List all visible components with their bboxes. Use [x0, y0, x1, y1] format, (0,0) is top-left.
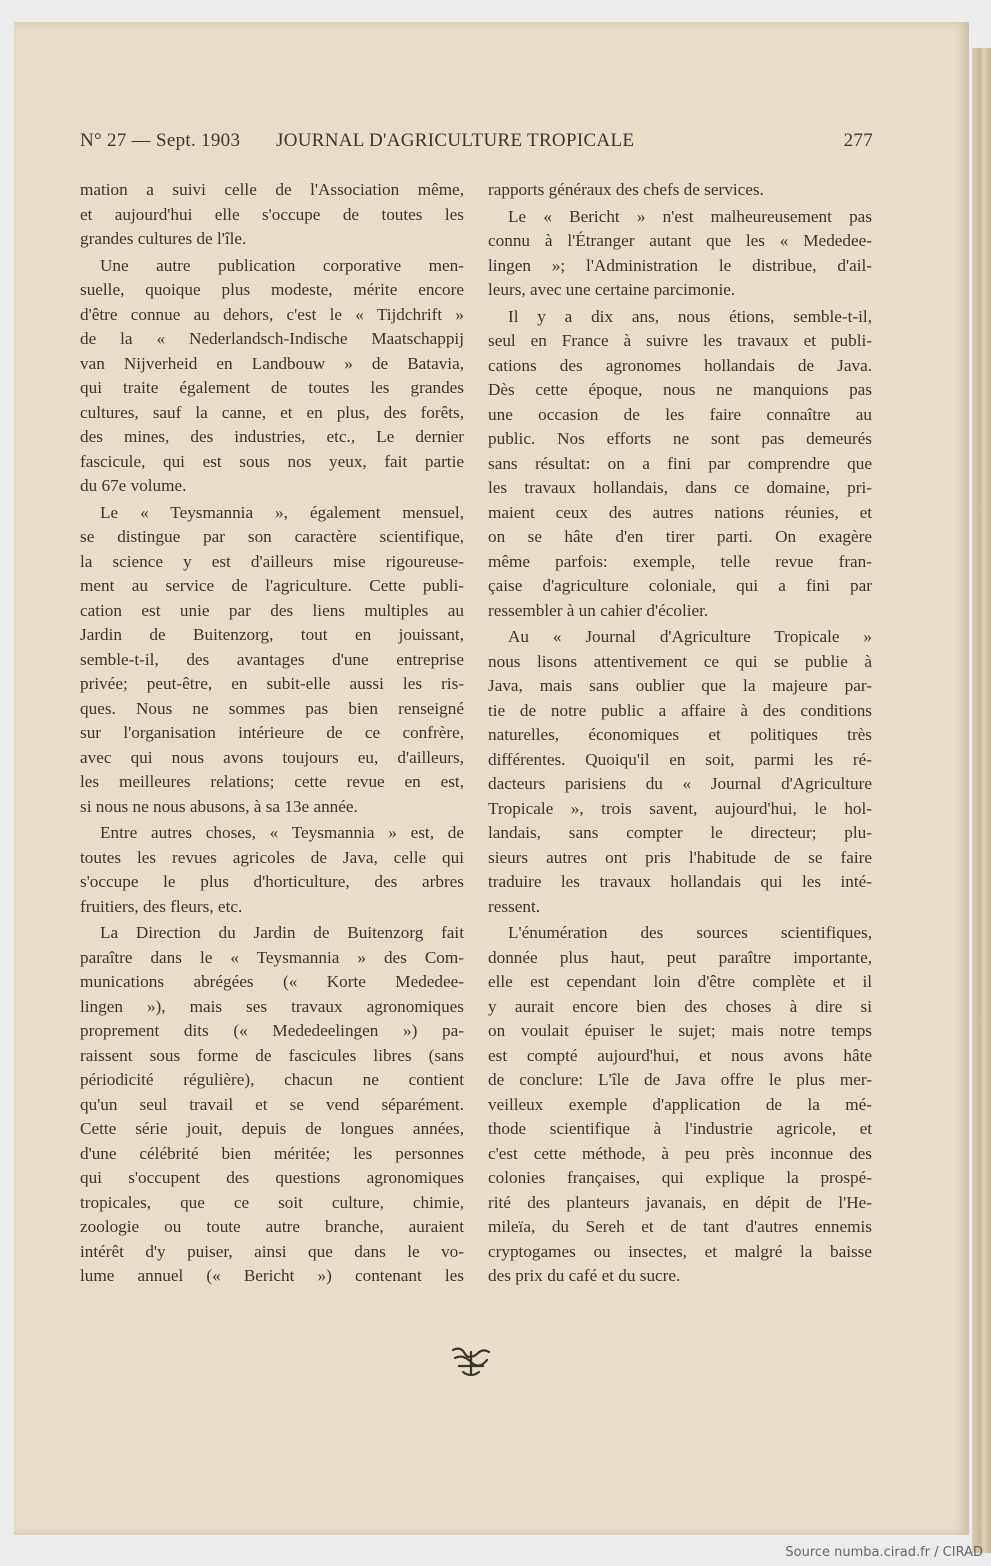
text-line: van Nijverheid en Landbouw » de Batavia,	[80, 353, 464, 373]
text-line: ment au service de l'agriculture. Cette publi-	[80, 576, 464, 595]
text-line: des mines, des industries, etc., Le dernier	[80, 427, 464, 446]
text-line: Jardin de Buitenzorg, tout en jouissant,	[80, 625, 464, 644]
source-credit: Source numba.cirad.fr / CIRAD	[785, 1545, 983, 1560]
text-line: traduire les travaux hollandais qui les inté-	[488, 872, 872, 891]
text-line: Entre autres choses, « Teysmannia » est, de	[100, 823, 464, 842]
paragraph	[488, 921, 872, 1289]
text-line: toutes les revues agricoles de Java, celle qui	[80, 847, 464, 867]
text-line: d'une célébrité bien méritée; les personnes	[80, 1143, 464, 1163]
text-line: naturelles, économiques et politiques très	[488, 725, 872, 744]
text-line: Au « Journal d'Agriculture Tropicale »	[508, 627, 872, 646]
paragraph	[80, 501, 464, 820]
text-line: rité des planteurs javanais, en dépit de l'He-	[488, 1192, 872, 1212]
text-line: ressembler à un cahier d'écolier.	[488, 600, 709, 620]
text-line: connu à l'Étranger autant que les « Mededee-	[488, 231, 872, 250]
text-line: qu'un seul travail et se vend séparément.	[80, 1094, 464, 1114]
text-line: on se hâte d'en tirer parti. On exagère	[488, 527, 872, 546]
text-line: avec qui nous avons toujours eu, d'ailleurs,	[80, 747, 464, 767]
text-line: mileïa, du Sereh et de tant d'autres ennemis	[488, 1217, 872, 1236]
text-line: ressent.	[488, 896, 541, 916]
text-line: sur l'organisation intérieure de ce confrère,	[80, 723, 464, 742]
text-line: c'est cette méthode, à peu près inconnue des	[488, 1143, 872, 1163]
text-line: s'occupe le plus d'horticulture, des arbres	[80, 872, 464, 891]
text-line: tropicales, que ce soit culture, chimie,	[80, 1192, 464, 1212]
text-line: munications abrégées (« Korte Mededee-	[80, 972, 464, 991]
text-line: colonies françaises, qui explique la prospé-	[488, 1168, 872, 1187]
text-line: qui traite également de toutes les grandes	[80, 378, 464, 397]
journal-title: JOURNAL D'AGRICULTURE TROPICALE	[276, 130, 635, 151]
paragraph	[488, 205, 872, 303]
text-line: Le « Bericht » n'est malheureusement pas	[508, 206, 872, 226]
text-line: leurs, avec une certaine parcimonie.	[488, 280, 736, 299]
text-line: elle est cependant loin d'être complète et il	[488, 972, 872, 991]
text-line: semble-t-il, des avantages d'une entreprise	[80, 649, 464, 669]
text-line: veilleux exemple d'application de la mé-	[488, 1094, 872, 1114]
text-line: grandes cultures de l'île.	[80, 229, 247, 248]
issue-number: N° 27 — Sept. 1903	[80, 130, 241, 151]
text-line: qui s'occupent des questions agronomiques	[80, 1168, 464, 1187]
page-number: 277	[843, 130, 873, 151]
text-line: La Direction du Jardin de Buitenzorg fait	[100, 923, 464, 942]
text-line: ques. Nous ne sommes pas bien renseigné	[80, 698, 464, 718]
text-line: fruitiers, des fleurs, etc.	[80, 896, 243, 916]
text-line: Il y a dix ans, nous étions, semble-t-il,	[508, 306, 872, 326]
end-ornament-icon	[449, 1344, 493, 1380]
text-line: intérêt d'y puiser, ainsi que dans le vo-	[80, 1241, 464, 1261]
text-line: maient ceux des autres nations réunies, et	[488, 502, 872, 522]
text-line: une occasion de les faire connaître au	[488, 404, 872, 424]
text-line: les meilleures relations; cette revue en est,	[80, 772, 464, 791]
paragraph	[488, 305, 872, 624]
text-line: privée; peut-être, en subit-elle aussi les ris-	[80, 674, 464, 693]
text-line: cations des agronomes hollandais de Java.	[488, 355, 872, 375]
text-line: différentes. Quoiqu'il en soit, parmi les ré-	[488, 749, 872, 769]
text-line: donnée plus haut, peut paraître importante,	[488, 947, 872, 967]
running-header	[80, 130, 873, 158]
text-line: lingen »; l'Administration le distribue, d'ail-	[488, 255, 872, 275]
text-column-left	[80, 178, 464, 1291]
text-line: seul en France à suivre les travaux et publi-	[488, 331, 872, 350]
text-column-right	[488, 178, 872, 1291]
text-line: d'être connue au dehors, c'est le « Tijdchrift »	[80, 304, 464, 324]
paragraph	[488, 625, 872, 919]
text-line: Tropicale », trois savent, aujourd'hui, le hol-	[488, 798, 872, 818]
text-line: Dès cette époque, nous ne manquions pas	[488, 380, 872, 399]
text-line: çaise d'agriculture coloniale, qui a fini par	[488, 576, 872, 595]
text-line: si nous ne nous abusons, à sa 13e année.	[80, 796, 358, 816]
text-line: lume annuel (« Bericht ») contenant les	[80, 1266, 464, 1285]
text-line: zoologie ou toute autre branche, auraient	[80, 1217, 464, 1236]
text-line: de conclure: L'île de Java offre le plus mer-	[488, 1070, 872, 1089]
text-line: L'énumération des sources scientifiques,	[508, 923, 872, 942]
page-edge-stack	[972, 48, 991, 1553]
text-line: la science y est d'ailleurs mise rigoureuse-	[80, 551, 464, 571]
paragraph	[80, 178, 464, 252]
text-line: y aurait encore bien des choses à dire si	[488, 996, 872, 1016]
text-line: landais, sans compter le directeur; plu-	[488, 823, 872, 842]
text-line: nous lisons attentivement ce qui se publie à	[488, 651, 872, 671]
text-line: sans résultat: on a fini par comprendre que	[488, 453, 872, 473]
text-line: se distingue par son caractère scientifique,	[80, 527, 464, 546]
text-line: cryptogames ou insectes, et malgré la baisse	[488, 1241, 872, 1261]
text-line: du 67e volume.	[80, 476, 187, 495]
paragraph	[80, 254, 464, 499]
text-line: public. Nos efforts ne sont pas demeurés	[488, 429, 872, 448]
text-line: paraître dans le « Teysmannia » des Com-	[80, 947, 464, 967]
text-line: cultures, sauf la canne, et en plus, des forêts,	[80, 402, 464, 422]
text-line: mation a suivi celle de l'Association même,	[80, 180, 464, 199]
paragraph	[80, 921, 464, 1289]
text-line: proprement dits (« Mededeelingen ») pa-	[80, 1021, 464, 1040]
text-line: périodicité régulière), chacun ne contient	[80, 1070, 464, 1089]
text-line: Le « Teysmannia », également mensuel,	[100, 502, 464, 522]
text-line: et aujourd'hui elle s'occupe de toutes les	[80, 204, 464, 224]
text-line: sieurs autres ont pris l'habitude de se faire	[488, 847, 872, 867]
text-line: Une autre publication corporative men-	[100, 255, 464, 275]
text-line: suelle, quoique plus modeste, mérite encore	[80, 280, 464, 299]
text-line: cation est unie par des liens multiples au	[80, 600, 464, 620]
text-line: on voulait épuiser le sujet; mais notre temps	[488, 1021, 872, 1040]
text-line: dacteurs parisiens du « Journal d'Agriculture	[488, 774, 872, 793]
text-line: de la « Nederlandsch-Indische Maatschappij	[80, 329, 464, 348]
paragraph	[80, 821, 464, 919]
text-line: fascicule, qui est sous nos yeux, fait partie	[80, 451, 464, 471]
text-line: même parfois: exemple, telle revue fran-	[488, 551, 872, 571]
text-line: Java, mais sans oublier que la majeure par-	[488, 676, 872, 695]
text-line: est compté aujourd'hui, et nous avons hâte	[488, 1045, 872, 1065]
text-line: raissent sous forme de fascicules libres (sans	[80, 1045, 464, 1065]
text-line: les travaux hollandais, dans ce domaine, pri-	[488, 478, 872, 497]
text-line: thode scientifique à l'industrie agricole, et	[488, 1119, 872, 1138]
paragraph	[488, 178, 872, 203]
text-line: Cette série jouit, depuis de longues années,	[80, 1119, 464, 1138]
text-line: rapports généraux des chefs de services.	[488, 180, 764, 199]
text-line: des prix du café et du sucre.	[488, 1266, 681, 1285]
text-line: lingen »), mais ses travaux agronomiques	[80, 996, 464, 1016]
text-line: tie de notre public a affaire à des conditions	[488, 700, 872, 720]
